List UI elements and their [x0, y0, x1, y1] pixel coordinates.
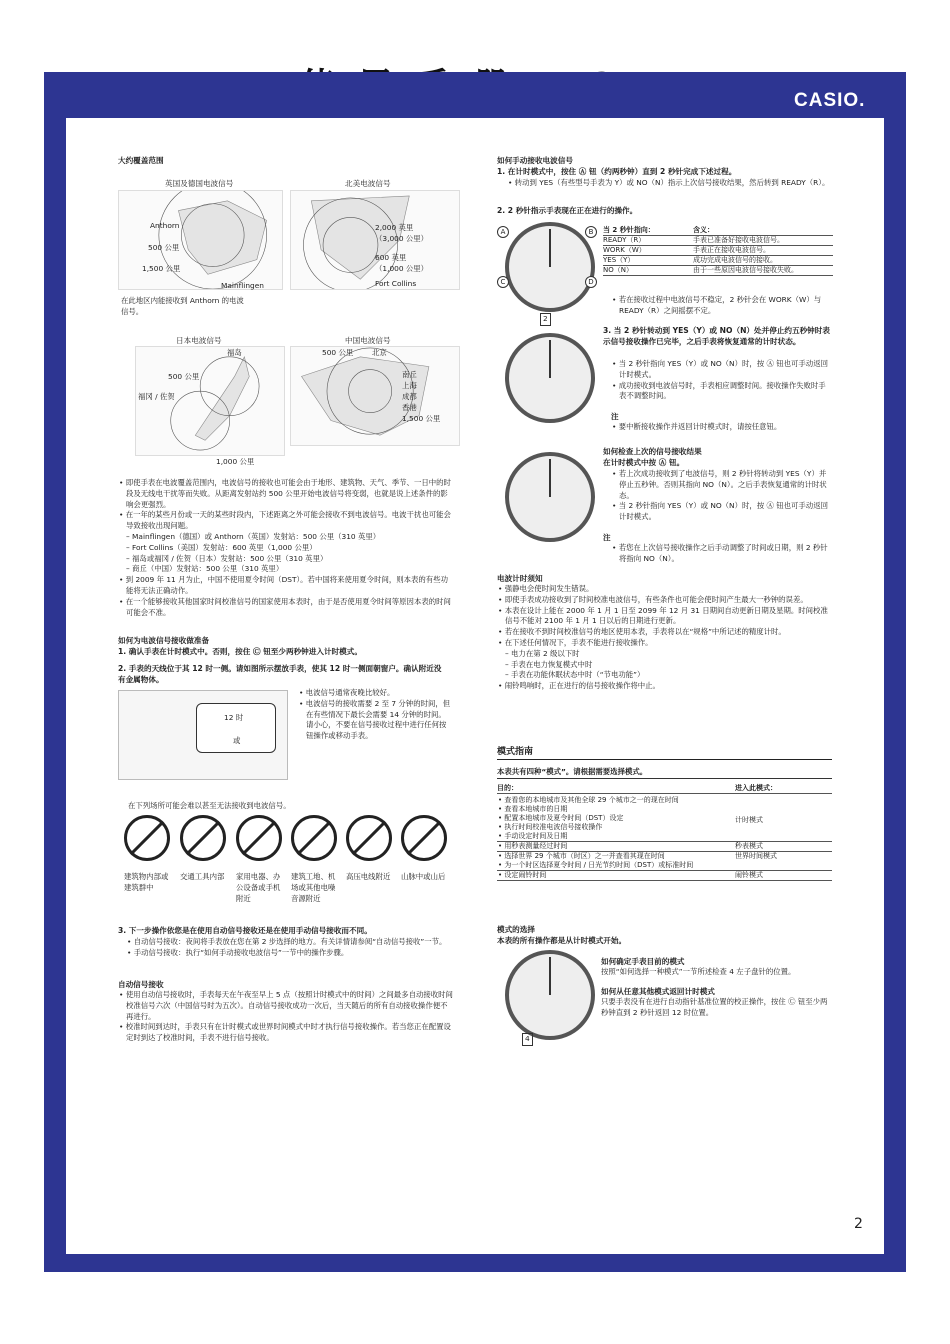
- watch-diagram: [505, 950, 595, 1040]
- select-sub: 本表的所有操作都是从计时模式开始。: [497, 936, 627, 945]
- bullet-item: • 使用自动信号接收时，手表每天在午夜至早上 5 点（按照计时模式中的时间）之间最多自动接收时间校准信号六次（中国信号时为五次）。自动信号接收成功一次后，当天随后的所有自动接收操作便不再进行。: [119, 990, 453, 1021]
- check-notes: [611, 469, 833, 523]
- bullet-item: • 强静电会使时间发生错误。: [498, 584, 594, 593]
- table-cell: • 手动设定时间及日期: [498, 832, 568, 840]
- table-cell: NO（N）: [603, 266, 633, 274]
- watch-diagram: [505, 222, 595, 312]
- orientation-label: 或: [233, 736, 241, 745]
- vehicle-no-signal-icon: [180, 815, 226, 861]
- bullet-item: • 若上次成功接收到了电波信号，则 2 秒针将转动到 YES（Y）并停止五秒钟。否则其指向 NO（N）。之后手表恢复通常的计时状态。: [612, 469, 827, 500]
- map-label: Anthorn: [150, 221, 180, 230]
- map-label: 南丘: [402, 370, 417, 379]
- place-caption: 家用电器、办公设备或手机附近: [236, 872, 281, 903]
- table-cell: 手表已准备好接收电波信号。: [693, 236, 784, 244]
- table-head: 目的：: [497, 784, 518, 792]
- mode-table: [497, 784, 832, 881]
- bad-places-title: 在下列场所可能会难以甚至无法接收到电波信号。: [128, 801, 291, 810]
- table-cell: 由于一些原因电波信号接收失败。: [693, 266, 798, 274]
- map-na-title: 北美电波信号: [345, 179, 391, 188]
- button-a-label: A: [497, 226, 509, 238]
- map-label: 2,000 英里: [375, 223, 414, 232]
- map-label: 1,500 公里: [402, 414, 441, 423]
- note-label: 注: [603, 533, 611, 542]
- table-cell: YES（Y）: [603, 256, 635, 264]
- table-cell: 手表正在接收电波信号。: [693, 246, 770, 254]
- table-note: • 若在接收过程中电波信号不稳定，2 秒针会在 WORK（W）与 READY（R）之间摇摆不定。: [612, 295, 822, 315]
- watch-diagram: [505, 452, 595, 542]
- table-cell: • 设定闹铃时间: [498, 871, 547, 879]
- table-cell: 闹铃模式: [735, 871, 763, 879]
- map-uk-de: [118, 190, 283, 290]
- table-head: 当 2 秒针指向：: [603, 226, 655, 234]
- bullet-item: – Mainflingen（德国）或 Anthorn（英国）发射站：500 公里（310 英里）: [126, 531, 381, 541]
- manual-step-1-note: • 转动到 YES（有些型号手表为 Y）或 NO（N）指示上次信号接收结果，然后转到 READY（R）。: [508, 178, 830, 187]
- select-heading-1: 如何确定手表目前的模式: [601, 957, 685, 966]
- bullet-item: • 电波信号通常夜晚比较好。: [299, 688, 395, 697]
- table-cell: READY（R）: [603, 236, 646, 244]
- page-number: 2: [854, 1216, 863, 1232]
- table-cell: 秒表模式: [735, 842, 763, 850]
- bullet-item: • 校准时间到达时，手表只有在计时模式或世界时间模式中时才执行信号接收操作。若当您正在配置设定时到达了校准时间，手表不进行信号接收。: [119, 1022, 451, 1043]
- table-cell: • 为一个时区选择夏令时间 / 日光节约时间（DST）或标准时间: [498, 861, 694, 869]
- map-china: [290, 346, 460, 446]
- place-caption: 建筑物内部或建筑群中: [124, 872, 169, 892]
- table-cell: • 配置本地城市及夏令时间（DST）设定: [498, 814, 624, 822]
- table-head: 进入此模式：: [735, 784, 777, 792]
- step-3: 3. 下一步操作依您是在使用自动信号接收还是在使用手动信号接收而不同。: [118, 926, 372, 935]
- bullet-item: • 即使手表在电波覆盖范围内，电波信号的接收也可能会由于地形、建筑物、天气、季节、一日中的时段及无线电干扰等而失败。从距离发射站约 500 公里开始电波信号将变弱，也就是说上述条件的影响会更强烈。: [119, 478, 451, 509]
- bullet-item: • 电波信号的接收需要 2 至 7 分钟的时间，但在有些情况下最长会需要 14 分钟的时间。请小心，不要在信号接收过程中进行任何按钮操作或移动手表。: [299, 698, 451, 741]
- select-text-1: 按照“如何选择一种模式”一节所述检查 4 左子盘针的位置。: [601, 967, 796, 976]
- note-text: • 要中断接收操作并返回计时模式时，请按任意钮。: [612, 422, 782, 431]
- bullet-item: • 即使手表成功接收到了时间校准电波信号，有些条件也可能会使时间产生最大一秒钟的误差。: [498, 594, 808, 604]
- map-uk-title: 英国及德国电波信号: [165, 179, 234, 188]
- auto-title: 自动信号接收: [118, 980, 164, 989]
- table-cell: 计时模式: [735, 816, 763, 824]
- mode-guide-heading: 模式指南: [497, 746, 832, 760]
- table-head: 含义：: [693, 226, 714, 234]
- coverage-title: 大约覆盖范围: [118, 156, 164, 165]
- manual-step-3: 3. 当 2 秒针转动到 YES（Y）或 NO（N）处并停止约五秒钟时表示信号接收操作已完毕，之后手表将恢复通常的计时状态。: [603, 326, 830, 346]
- power-line-no-signal-icon: [346, 815, 392, 861]
- watch-diagram: [505, 333, 595, 423]
- place-caption: 建筑工地、机场或其他电噪音源附近: [291, 872, 336, 903]
- table-cell: WORK（W）: [603, 246, 646, 254]
- map-label: 福岛: [227, 348, 242, 357]
- select-title: 模式的选择: [497, 925, 535, 934]
- prep-step-2: 2. 手表的天线位于其 12 时一侧。请如图所示摆放手表，使其 12 时一侧面朝窗户。确认附近没有金属物体。: [118, 664, 442, 684]
- subdial-label: 4: [522, 1033, 533, 1046]
- bullet-item: – 手表在电力恢复模式中时: [505, 659, 593, 669]
- table-cell: • 执行时间校准电波信号接收操作: [498, 823, 603, 831]
- building-no-signal-icon: [124, 815, 170, 861]
- table-cell: 世界时间模式: [735, 852, 777, 860]
- prep-step-1: 1. 确认手表在计时模式中。否则，按住 Ⓒ 钮至少两秒钟进入计时模式。: [118, 647, 362, 656]
- construction-no-signal-icon: [291, 815, 337, 861]
- map-label: 600 英里: [375, 253, 407, 262]
- manual-title: 如何手动接收电波信号: [497, 156, 573, 165]
- place-caption: 山脉中或山后: [401, 872, 446, 881]
- check-sub: 在计时模式中按 Ⓐ 钮。: [603, 458, 685, 467]
- table-cell: • 用秒表测量经过时间: [498, 842, 568, 850]
- note-label: 注: [611, 412, 619, 421]
- map-label: 1,500 公里: [142, 264, 181, 273]
- step-3-notes: [126, 937, 454, 959]
- appliance-no-signal-icon: [236, 815, 282, 861]
- prep-title: 如何为电波信号接收做准备: [118, 636, 210, 645]
- window-notes: [298, 688, 453, 742]
- manual-step-2: 2. 2 秒针指示手表现在正在进行的操作。: [497, 206, 638, 215]
- precaution-list: [497, 584, 832, 692]
- map-label: 北京: [372, 348, 387, 357]
- bullet-item: • 在一年的某些月份或一天的某些时段内，下述距离之外可能会接收不到电波信号。电波干扰也可能会导致接收出现问题。: [119, 510, 451, 531]
- orientation-label: 12 时: [224, 713, 244, 722]
- select-heading-2: 如何从任意其他模式返回计时模式: [601, 987, 715, 996]
- bullet-item: – 商丘（中国）发射站：500 公里（310 英里）: [126, 564, 284, 574]
- map-label: 1,000 公里: [216, 457, 255, 466]
- map-jp-title: 日本电波信号: [176, 336, 222, 345]
- map-note: 在此地区内能接收到 Anthorn 的电波信号。: [121, 296, 244, 316]
- map-label: 成都: [402, 392, 417, 401]
- bullet-item: • 本表在设计上能在 2000 年 1 月 1 日至 2099 年 12 月 31 日期间自动更新日期及星期。时间校准信号不能对 2100 年 1 月 1 日以后的日期进行更新。: [498, 605, 828, 626]
- check-title: 如何检查上次的信号接收结果: [603, 447, 702, 456]
- map-label: 香港: [402, 403, 417, 412]
- casio-logo: CASIO.: [794, 90, 866, 111]
- mode-guide-intro: 本表共有四种“模式”。请根据需要选择模式。: [497, 767, 832, 779]
- bullet-item: • 在一个能够接收其他国家时间校准信号的国家使用本表时，由于是否使用夏令时间等原因本表的时间可能会不准。: [119, 596, 451, 617]
- auto-notes: [118, 990, 453, 1044]
- bullet-item: – 手表在功能休眠状态中时（“节电功能”）: [505, 670, 645, 680]
- map-label: （1,000 公里）: [375, 264, 429, 273]
- bullet-item: • 当 2 秒针指向 YES（Y）或 NO（N）时，按 Ⓐ 钮也可手动返回计时模式。: [612, 501, 828, 522]
- place-caption: 交通工具内部: [180, 872, 225, 881]
- bullet-item: • 成功接收到电波信号时，手表相应调整时间。接收操作失败时手表不调整时间。: [612, 380, 826, 401]
- note-text: • 若您在上次信号接收操作之后手动调整了时间或日期，则 2 秒针将指向 NO（N）。: [612, 543, 828, 563]
- button-c-label: C: [497, 276, 509, 288]
- bullet-item: • 若在接收不到时间校准信号的地区使用本表，手表将以在“规格”中所记述的精度计时。: [498, 627, 786, 637]
- map-label: （3,000 公里）: [375, 234, 429, 243]
- status-table: [603, 226, 833, 276]
- select-text-2: 只要手表没有在进行自动指针基准位置的校正操作，按住 Ⓒ 钮至少两秒钟直到 2 秒针返回 12 时位置。: [601, 997, 828, 1017]
- place-caption: 高压电线附近: [346, 872, 391, 881]
- table-cell: • 查看本地城市的日期: [498, 805, 568, 813]
- map-cn-title: 中国电波信号: [345, 336, 391, 345]
- mountain-no-signal-icon: [401, 815, 447, 861]
- map-label: Mainflingen: [221, 281, 264, 290]
- coverage-notes: [118, 478, 453, 618]
- button-d-label: D: [585, 276, 597, 288]
- map-label: 500 公里: [148, 243, 180, 252]
- second-hand-label: 2: [540, 313, 551, 326]
- bullet-item: • 当 2 秒针指向 YES（Y）或 NO（N）时，按 Ⓐ 钮也可手动返回计时模式。: [612, 359, 828, 379]
- table-cell: • 查看您的本地城市及其他全球 29 个城市之一的现在时间: [498, 796, 679, 804]
- bullet-item: – Fort Collins（美国）发射站：600 英里（1,000 公里）: [126, 542, 317, 552]
- map-label: Fort Collins: [375, 279, 417, 288]
- button-b-label: B: [585, 226, 597, 238]
- table-cell: • 选择世界 29 个城市（时区）之一并查看其现在时间: [498, 852, 665, 860]
- map-label: 福冈 / 佐贺: [138, 392, 175, 401]
- bullet-item: • 自动信号接收：夜间将手表放在您在第 2 步选择的地方。有关详情请参阅“自动信号接收”一节。: [127, 937, 447, 946]
- bullet-item: • 手动信号接收：执行“如何手动接收电波信号”一节中的操作步骤。: [127, 947, 349, 957]
- map-label: 500 公里: [322, 348, 354, 357]
- bullet-item: – 电力在第 2 级以下时: [505, 648, 580, 658]
- bullet-item: • 闹铃鸣响时，正在进行的信号接收操作将中止。: [498, 681, 660, 691]
- bullet-item: • 在下述任何情况下，手表不能进行接收操作。: [498, 637, 653, 647]
- map-label: 500 公里: [168, 372, 200, 381]
- manual-step-1: 1. 在计时模式中，按住 Ⓐ 钮（约两秒钟）直到 2 秒针完成下述过程。: [497, 167, 737, 176]
- bullet-item: – 福岛或福冈 / 佐贺（日本）发射站：500 公里（310 英里）: [126, 553, 328, 563]
- map-label: 上海: [402, 381, 417, 390]
- table-cell: 成功完成电波信号的接收。: [693, 256, 777, 264]
- manual-step-3-notes: [611, 359, 833, 402]
- precaution-title: 电波计时须知: [497, 574, 543, 583]
- bullet-item: • 到 2009 年 11 月为止，中国不使用夏令时间（DST）。若中国将来使用夏令时间，则本表的有些功能将无法正确动作。: [119, 575, 448, 595]
